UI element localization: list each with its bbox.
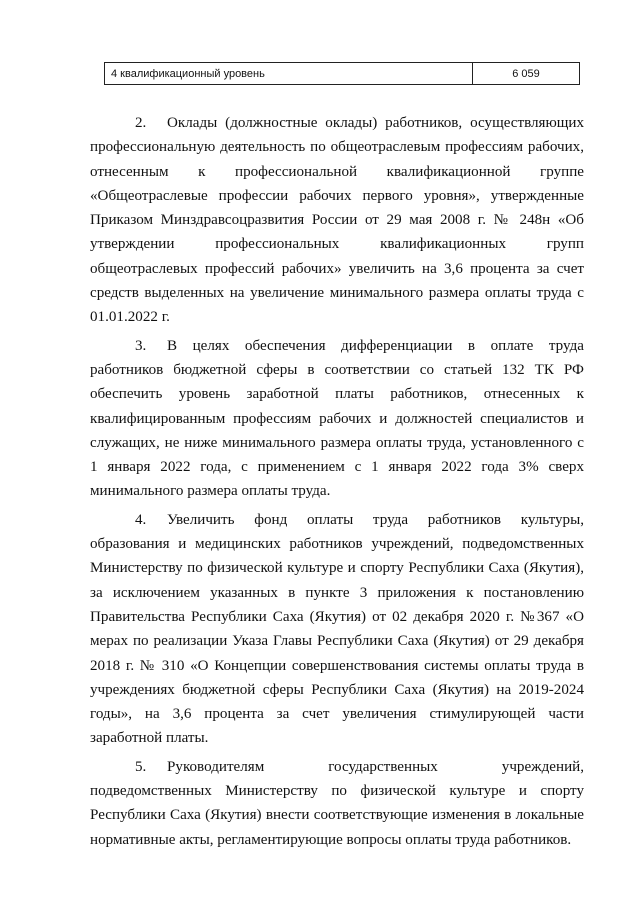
paragraph-number: 3. — [135, 337, 147, 354]
paragraph-text: Оклады (должностные оклады) работников, осуществляющих профессиональную деятельность по общеотраслевым профессиям рабочих, отнесенным к профессиональной квалификационной группе «Общеотраслевые профессии рабочих первого уровня», утвержденные Приказом Минздравсоцразвития России от 29 мая 2008 г. № 248н «Об утверждении профессиональных квалификационных групп общеотраслевых профессий рабочих» увеличить на 3,6 процента за счет средств выделенных на увеличение минимального размера оплаты труда с 01.01.2022 г. — [90, 115, 584, 326]
qualification-level-cell: 4 квалификационный уровень — [105, 63, 473, 85]
paragraph-number: 4. — [135, 511, 147, 528]
paragraph-number: 2. — [135, 115, 147, 131]
paragraph-2 — [90, 111, 584, 330]
table-row — [105, 63, 580, 85]
paragraph-3 — [90, 334, 584, 504]
paragraph-text: Руководителям государственных учреждений, подведомственных Министерству по физической культуре и спорту Республики Саха (Якутия) внести соответствующие изменения в локальные нормативные акты, регламентирующие вопросы оплаты труда работников. — [90, 758, 584, 848]
qualification-table — [104, 62, 580, 85]
paragraph-number: 5. — [135, 758, 147, 775]
paragraph-text: В целях обеспечения дифференциации в оплате труда работников бюджетной сферы в соответствии со статьей 132 ТК РФ обеспечить уровень заработной платы работников, отнесенных к квалифицированным профессиям рабочих и должностей специалистов и служащих, не ниже минимального размера оплаты труда, установленного с 1 января 2022 года, с применением с 1 января 2022 года 3% сверх минимального размера оплаты труда. — [90, 337, 584, 500]
salary-amount-cell: 6 059 — [473, 63, 580, 85]
document-body — [90, 111, 584, 852]
paragraph-4 — [90, 508, 584, 751]
paragraph-5 — [90, 755, 584, 852]
paragraph-text: Увеличить фонд оплаты труда работников культуры, образования и медицинских работников учреждений, подведомственных Министерству по физической культуре и спорту Республики Саха (Якутия), за исключением указанных в пункте 3 приложения к постановлению Правительства Республики Саха (Якутия) от 02 декабря 2020 г. №367 «О мерах по реализации Указа Главы Республики Саха (Якутия) от 29 декабря 2018 г. № 310 «О Концепции совершенствования системы оплаты труда в учреждениях бюджетной сферы Республики Саха (Якутия) на 2019-2024 годы», на 3,6 процента за счет увеличения стимулирующей части заработной платы. — [90, 511, 584, 747]
